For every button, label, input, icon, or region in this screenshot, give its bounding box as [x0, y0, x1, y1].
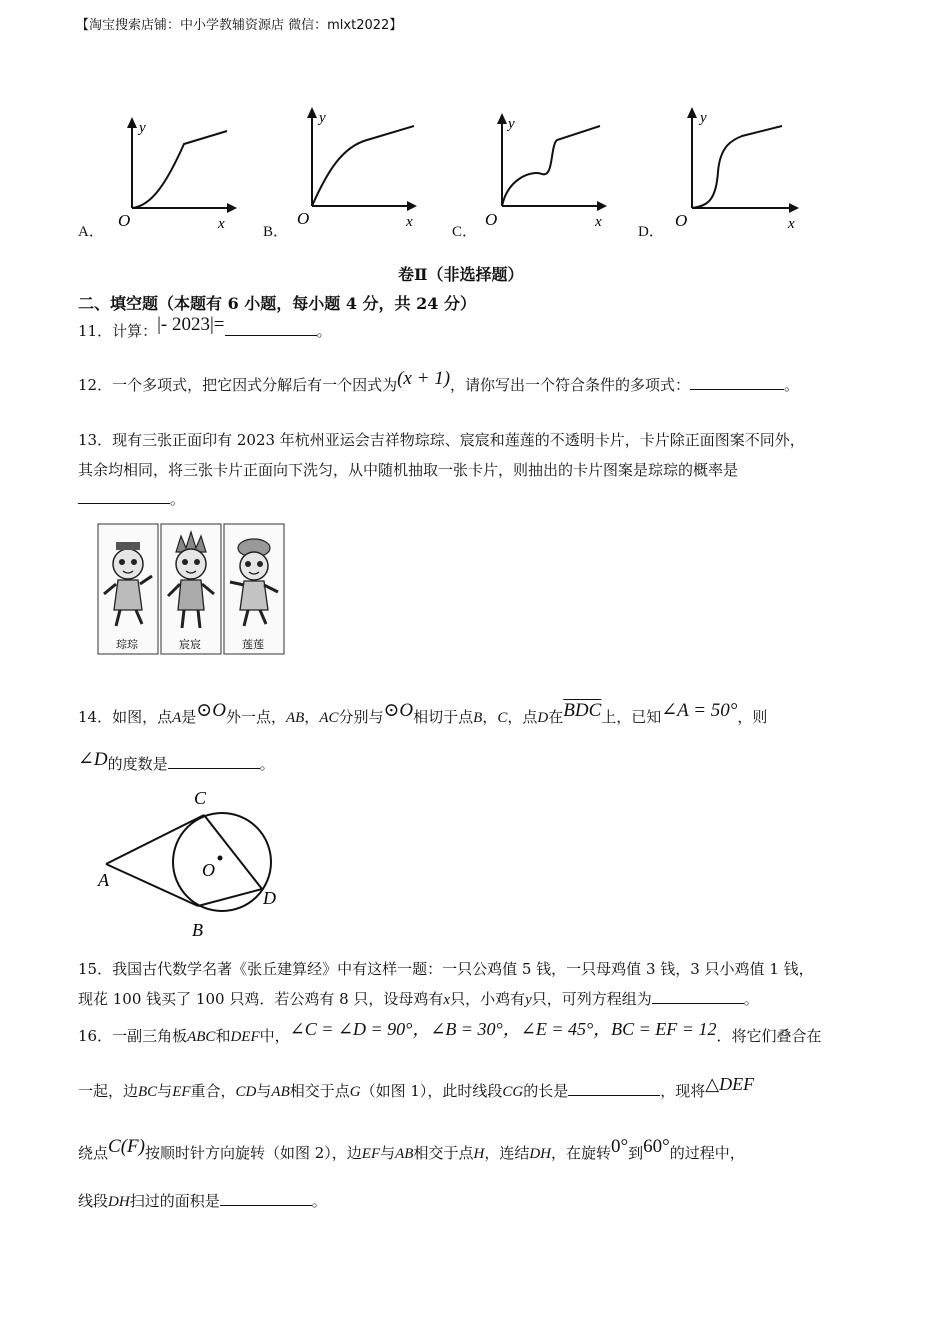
- q14-t6: 相切于点: [413, 708, 474, 726]
- q16-l4a: 线段: [78, 1192, 109, 1210]
- q16-l3a: 绕点: [78, 1144, 109, 1162]
- q16-deg60: 60°: [643, 1136, 670, 1157]
- mascot-cards: [96, 522, 286, 657]
- q15-line1: 15．我国古代数学名著《张丘建算经》中有这样一题：一只公鸡值 5 钱，一只母鸡值 3 钱，3 只小鸡值 1 钱，: [78, 960, 814, 978]
- q11-answer-blank[interactable]: [225, 321, 317, 336]
- q16-l2g: 的长是: [523, 1082, 569, 1100]
- header-text: 【淘宝搜索店铺：中小学教辅资源店 微信：mlxt2022】: [76, 18, 403, 33]
- axis-origin-label: O: [297, 209, 310, 228]
- option-label-b: B．: [263, 224, 289, 240]
- q14-t7: ，: [482, 708, 498, 726]
- axis-origin-label: O: [485, 210, 498, 229]
- q16-l2f: （如图 1），此时线段: [360, 1082, 503, 1100]
- q15-y: y: [525, 992, 532, 1008]
- option-graph-b: [292, 102, 422, 232]
- q14-end: 。: [259, 755, 275, 773]
- q16-t4: ．将它们叠合在: [716, 1027, 822, 1045]
- q14-answer-blank[interactable]: [168, 754, 260, 769]
- question-11: [78, 314, 332, 342]
- axis-x-label: x: [595, 214, 602, 230]
- q14-num: 14．: [78, 708, 113, 726]
- q16-t2: 和: [215, 1027, 231, 1045]
- q16-dh: DH: [529, 1146, 551, 1162]
- q15-line2c: 只，可列方程组为: [531, 990, 652, 1008]
- q16-l3h: 的过程中，: [669, 1144, 745, 1162]
- q14-t12: 的度数是: [107, 755, 168, 773]
- card-caption-lianlian: 莲莲: [242, 638, 264, 651]
- q13-answer-blank[interactable]: [78, 489, 170, 504]
- q14-ab: AB: [285, 710, 305, 726]
- q14-t10: 上，已知: [601, 708, 662, 726]
- q16-answer-blank-1[interactable]: [568, 1081, 660, 1096]
- q16-cg: CG: [502, 1084, 524, 1100]
- q15-answer-blank[interactable]: [652, 989, 744, 1004]
- q16-abc: ABC: [187, 1029, 216, 1045]
- q16-g: G: [349, 1084, 361, 1100]
- q15-x: x: [443, 992, 451, 1008]
- q14-t8: ，点: [507, 708, 538, 726]
- q16-line4: [78, 1190, 327, 1211]
- q12-text2: ，请你写出一个符合条件的多项式：: [450, 376, 691, 394]
- q16-line1: [78, 1021, 821, 1047]
- fig-label-a: A: [98, 870, 109, 890]
- q16-line2: [78, 1074, 755, 1101]
- axis-x-label: x: [406, 214, 413, 230]
- q11-num: 11．: [78, 322, 113, 340]
- q16-conditions: ∠C = ∠D = 90°，∠B = 30°，∠E = 45°，BC = EF = 12: [289, 1019, 717, 1039]
- q14-point-c: C: [497, 710, 508, 726]
- fig-label-b: B: [192, 920, 203, 940]
- q16-ef: EF: [172, 1084, 191, 1100]
- q16-l2b: 与: [157, 1082, 173, 1100]
- q16-l3c: 与: [380, 1144, 396, 1162]
- q14-angle-d: ∠D: [78, 749, 108, 770]
- q16-l3g: 到: [628, 1144, 644, 1162]
- fig-label-o: O: [202, 860, 215, 880]
- q14-t3: 外一点，: [225, 708, 286, 726]
- q16-h: H: [473, 1146, 485, 1162]
- q13-line3: [78, 488, 185, 509]
- q13-end: 。: [170, 490, 186, 508]
- option-label-c: C．: [452, 224, 478, 240]
- q14-ac: AC: [319, 710, 339, 726]
- q16-dh-2: DH: [108, 1194, 130, 1210]
- fig-label-c: C: [194, 788, 207, 808]
- q16-t3: 中，: [259, 1027, 290, 1045]
- q16-ab: AB: [271, 1084, 290, 1100]
- option-graph-c: [482, 108, 612, 233]
- option-graph-d: [672, 102, 807, 232]
- option-label-d: D．: [638, 224, 664, 240]
- axis-origin-label: O: [675, 211, 688, 230]
- q16-end: 。: [311, 1192, 327, 1210]
- q16-def: DEF: [230, 1029, 260, 1045]
- q16-point-cf: C(F): [108, 1136, 145, 1157]
- q12-answer-blank[interactable]: [690, 375, 784, 390]
- axis-y-label: y: [700, 110, 707, 126]
- q16-l3e: ，连结: [484, 1144, 530, 1162]
- axis-x-label: x: [218, 216, 225, 232]
- q16-cd: CD: [235, 1084, 257, 1100]
- q14-figure: [96, 782, 296, 946]
- section-title: 卷Ⅱ（非选择题）: [398, 265, 524, 284]
- q16-t1: 一副三角板: [112, 1027, 188, 1045]
- axis-y-label: y: [508, 116, 515, 132]
- q14-t1: 如图，点: [112, 708, 173, 726]
- q12-text1: 一个多项式，把它因式分解后有一个因式为: [112, 376, 398, 394]
- q14-t9: 在: [548, 708, 564, 726]
- axis-x-label: x: [788, 216, 795, 232]
- q16-l2d: 与: [256, 1082, 272, 1100]
- option-graph-a: [112, 112, 242, 237]
- card-caption-congcong: 琮琮: [116, 638, 138, 651]
- question-12: [78, 368, 800, 396]
- q14-point-a: A: [172, 710, 182, 726]
- section-heading: 二、填空题（本题有 6 小题，每小题 4 分，共 24 分）: [78, 294, 476, 313]
- q11-end: 。: [316, 322, 332, 340]
- q16-num: 16．: [78, 1027, 113, 1045]
- q16-ef-2: EF: [361, 1146, 381, 1162]
- q12-num: 12．: [78, 376, 113, 394]
- axis-origin-label: O: [118, 211, 131, 230]
- card-caption-chenchen: 宸宸: [179, 638, 201, 651]
- q13-line2: 其余均相同，将三张卡片正面向下洗匀，从中随机抽取一张卡片，则抽出的卡片图案是琮琮的概率是: [78, 461, 739, 479]
- q14-circle-o: ⊙O: [196, 700, 226, 721]
- axis-y-label: y: [139, 120, 146, 136]
- question-14-line2: [78, 749, 275, 775]
- q14-t5: 分别与: [338, 708, 384, 726]
- q14-circle-o-2: ⊙O: [383, 700, 414, 721]
- q14-angle-a: ∠A = 50°: [661, 700, 738, 721]
- q11-text: 计算：: [112, 322, 158, 340]
- q12-expr: (x + 1): [397, 368, 451, 389]
- q16-l2a: 一起，边: [78, 1082, 139, 1100]
- fig-label-d: D: [263, 888, 276, 908]
- q14-t11: ，则: [737, 708, 768, 726]
- q16-deg0: 0°: [611, 1136, 629, 1157]
- question-14-line1: [78, 700, 768, 728]
- q16-l3f: ，在旋转: [551, 1144, 612, 1162]
- q14-point-d: D: [537, 710, 549, 726]
- q16-l3b: 按顺时针方向旋转（如图 2），边: [144, 1144, 362, 1162]
- q13-line1: 13．现有三张正面印有 2023 年杭州亚运会吉祥物琮琮、宸宸和莲莲的不透明卡片，卡片除正面图案不同外，: [78, 431, 805, 449]
- q15-line2b: 只，小鸡有: [450, 990, 526, 1008]
- q16-bc: BC: [138, 1084, 158, 1100]
- q16-l2h: ，现将: [660, 1082, 706, 1100]
- q16-l2c: 重合，: [190, 1082, 236, 1100]
- q16-l2e: 相交于点: [289, 1082, 350, 1100]
- q16-line3: [78, 1136, 745, 1164]
- q16-l4b: 扫过的面积是: [129, 1192, 220, 1210]
- option-label-a: A．: [78, 224, 104, 240]
- q14-t2: 是: [181, 708, 197, 726]
- q15-line2: [78, 988, 759, 1009]
- q16-answer-blank-2[interactable]: [220, 1191, 312, 1206]
- axis-y-label: y: [319, 110, 326, 126]
- q14-arc-bdc: $\overline{BDC}$: [563, 700, 602, 721]
- q12-end: 。: [784, 376, 800, 394]
- q16-tri-def: △DEF: [705, 1074, 755, 1094]
- q15-end: 。: [743, 990, 759, 1008]
- q14-point-b: B: [473, 710, 483, 726]
- q16-ab-2: AB: [395, 1146, 414, 1162]
- q11-expr: |- 2023|=: [157, 314, 225, 335]
- q15-line2a: 现花 100 钱买了 100 只鸡．若公鸡有 8 只，设母鸡有: [78, 990, 444, 1008]
- q16-l3d: 相交于点: [413, 1144, 474, 1162]
- q14-t4: ，: [304, 708, 320, 726]
